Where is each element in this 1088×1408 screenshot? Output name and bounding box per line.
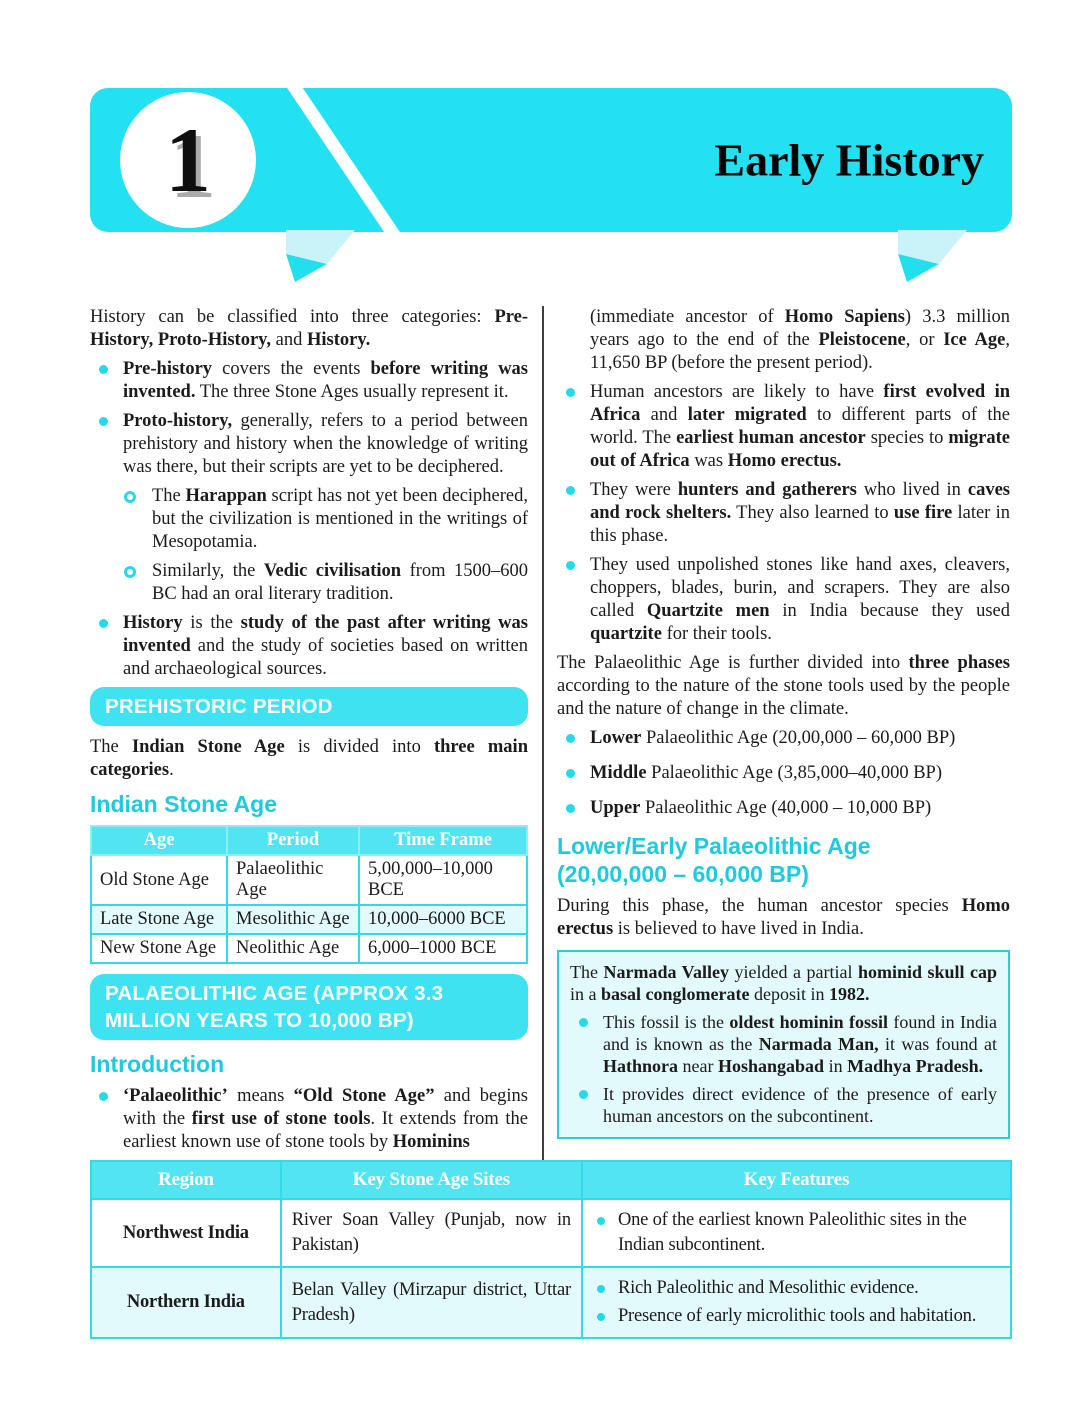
text: and begins with the [123, 1086, 529, 1129]
bold-text: Indian Stone Age [131, 737, 285, 757]
chapter-banner [90, 88, 1012, 232]
right-column [557, 306, 1010, 1160]
table-cell: 10,000–6000 BCE [359, 905, 527, 934]
text: History can be classified into three categories: [90, 307, 495, 327]
bullet-icon [579, 1018, 588, 1027]
features-cell [582, 1267, 1011, 1338]
features-cell [582, 1199, 1011, 1267]
bullet-item [557, 479, 1010, 548]
text: and [640, 405, 688, 425]
sites-cell: River Soan Valley (Punjab, now in Pakistan) [281, 1199, 582, 1267]
text: They also learned to [731, 503, 894, 523]
feature-item [591, 1276, 1002, 1301]
bullet-item [90, 410, 528, 479]
table-row [91, 905, 527, 934]
bold-text: ‘Palaeolithic’ [123, 1086, 228, 1106]
text: found in India and is known as the [603, 1012, 997, 1054]
bold-text: Hominins [392, 1132, 470, 1152]
bold-text: “Old Stone Age” [293, 1086, 435, 1106]
bold-text: three phases [908, 653, 1010, 673]
subsection-heading [90, 790, 528, 818]
text: (immediate ancestor of [590, 307, 785, 327]
bold-text: Harappan [185, 486, 267, 506]
text: from 1500–600 BC had an oral literary tradition. [152, 561, 528, 604]
sub-bullet-icon [124, 491, 136, 503]
text: who lived in [856, 480, 968, 500]
bold-text: Upper [590, 798, 641, 818]
table-cell: Palaeolithic Age [227, 855, 359, 905]
bold-text: Homo erectus. [727, 451, 842, 471]
text: deposit in [749, 984, 829, 1004]
text: They used unpolished stones like hand axes, cleavers, choppers, blades, burin, and scrapers. They are also called [590, 555, 1010, 621]
text: The Palaeolithic Age is further divided into [557, 653, 909, 673]
table-row [91, 1199, 1011, 1267]
bold-text: Hoshangabad [718, 1056, 825, 1076]
text: Palaeolithic Age (40,000 – 10,000 BP) [640, 798, 932, 818]
table-cell: Mesolithic Age [227, 905, 359, 934]
bullet-icon [597, 1217, 605, 1225]
bullet-icon [566, 486, 575, 495]
bold-text: History [123, 613, 183, 633]
feature-text: One of the earliest known Paleolithic sites in the Indian subcontinent. [617, 1210, 967, 1255]
bold-text: before writing was invented. [123, 359, 528, 402]
text: They were [590, 480, 678, 500]
bullet-item [90, 358, 528, 404]
sites-cell: Belan Valley (Mirzapur district, Uttar Pradesh) [281, 1267, 582, 1338]
text: it was found at [878, 1034, 998, 1054]
table-cell: Old Stone Age [91, 855, 227, 905]
bold-text: quartzite [590, 624, 662, 644]
bullet-icon [566, 561, 575, 570]
paragraph [90, 736, 528, 782]
bold-text: basal conglomerate [601, 984, 750, 1004]
bullet-icon [597, 1285, 605, 1293]
paragraph [557, 306, 1010, 375]
table-row [91, 1267, 1011, 1338]
column-header: Key Stone Age Sites [281, 1161, 582, 1199]
bullet-item [90, 1085, 528, 1154]
bold-text: oldest hominin fossil [729, 1012, 889, 1032]
text: according to the nature of the stone tools used by the people and the nature of change in the climate. [557, 676, 1010, 719]
region-cell: Northwest India [91, 1199, 281, 1267]
region-sites-table [90, 1160, 1012, 1339]
bold-text: Quartzite men [646, 601, 770, 621]
bold-text: later migrated [687, 405, 807, 425]
text: and [271, 330, 308, 350]
bold-text: Middle [590, 763, 647, 783]
text: Similarly, the [152, 561, 264, 581]
bold-text: migrate out of Africa [590, 428, 1010, 471]
bullet-item [557, 381, 1010, 473]
bold-text: Proto-history, [123, 411, 233, 431]
heading-line: Lower/Early Palaeolithic Age [557, 833, 871, 859]
section-header-bar: PALAEOLITHIC AGE (APPROX 3.3 MILLION YEARS TO 10,000 BP) [90, 974, 528, 1040]
bold-text: Homo erectus [557, 896, 1010, 939]
column-header: Period [227, 826, 359, 855]
bold-text: Pleistocene [818, 330, 906, 350]
table-cell: 6,000–1000 BCE [359, 934, 527, 963]
left-column [90, 306, 528, 1160]
text: was [689, 451, 728, 471]
heading-line: Introduction [90, 1051, 225, 1077]
bold-text: hominid skull cap [857, 962, 997, 982]
bold-text: study of the past after writing was invented [123, 613, 528, 656]
text: The [152, 486, 186, 506]
feature-text: Rich Paleolithic and Mesolithic evidence. [617, 1278, 919, 1298]
chapter-number-circle [120, 92, 256, 228]
text: in [824, 1056, 848, 1076]
text: and the study of societies based on written and archaeological sources. [123, 636, 528, 679]
feature-item [591, 1208, 1002, 1258]
column-header: Region [91, 1161, 281, 1199]
paragraph [557, 652, 1010, 721]
table-row [91, 934, 527, 963]
text: Palaeolithic Age (3,85,000–40,000 BP) [646, 763, 942, 783]
text: Human ancestors are likely to have [590, 382, 884, 402]
text: covers the events [212, 359, 371, 379]
text: The [90, 737, 132, 757]
bullet-icon [579, 1090, 588, 1099]
heading-line: Indian Stone Age [90, 791, 277, 817]
bullet-icon [566, 388, 575, 397]
column-header: Age [91, 826, 227, 855]
column-header: Time Frame [359, 826, 527, 855]
chapter-title: Early History [714, 134, 984, 186]
bullet-item [557, 727, 1010, 750]
text: ) 3.3 million years ago to the end of the [590, 307, 1010, 350]
bold-text: Hathnora [603, 1056, 679, 1076]
paragraph [90, 306, 528, 352]
region-cell: Northern India [91, 1267, 281, 1338]
banner-diagonal-stripe [277, 88, 411, 232]
chapter-number: 1 [165, 109, 211, 211]
table-cell: Neolithic Age [227, 934, 359, 963]
bullet-item [90, 612, 528, 681]
bold-text: hunters and gatherers [677, 480, 857, 500]
bold-text: caves and rock shelters. [590, 480, 1010, 523]
feature-text: Presence of early microlithic tools and habitation. [617, 1306, 977, 1326]
bullet-item [570, 1011, 997, 1077]
bullet-icon [566, 734, 575, 743]
text: It provides direct evidence of the presence of early human ancestors on the subcontinent. [603, 1084, 997, 1126]
bullet-icon [99, 619, 108, 628]
text: for their tools. [661, 624, 772, 644]
bold-text: earliest human ancestor [676, 428, 866, 448]
text: means [227, 1086, 294, 1106]
bullet-icon [597, 1313, 605, 1321]
feature-item [591, 1304, 1002, 1329]
paragraph [557, 895, 1010, 941]
bold-text: Narmada Valley [603, 962, 729, 982]
table-cell: New Stone Age [91, 934, 227, 963]
text: . It extends from the earliest known use of stone tools by [123, 1109, 528, 1152]
bullet-icon [99, 417, 108, 426]
table-cell: 5,00,000–10,000 BCE [359, 855, 527, 905]
table-cell: Late Stone Age [91, 905, 227, 934]
sub-bullet-item [90, 560, 528, 606]
table-row [91, 855, 527, 905]
text: is believed to have lived in India. [613, 919, 864, 939]
bullet-item [557, 554, 1010, 646]
text: script has not yet been deciphered, but the civilization is mentioned in the writings of Mesopotamia. [152, 486, 528, 552]
sub-bullet-icon [124, 566, 136, 578]
bullet-icon [566, 804, 575, 813]
text: is the [182, 613, 241, 633]
bold-text: Homo Sapiens [784, 307, 905, 327]
bold-text: use fire [893, 503, 953, 523]
text: During this phase, the human ancestor species [557, 896, 962, 916]
bold-text: History. [307, 330, 371, 350]
text: yielded a partial [729, 962, 858, 982]
text: near [678, 1056, 718, 1076]
bullet-icon [99, 1092, 108, 1101]
heading-line: (20,00,000 – 60,000 BP) [557, 861, 809, 887]
text: , or [905, 330, 944, 350]
text: Palaeolithic Age (20,00,000 – 60,000 BP) [641, 728, 956, 748]
subsection-heading [90, 1050, 528, 1078]
bullet-icon [566, 769, 575, 778]
text: to different parts of the world. The [590, 405, 1011, 448]
text: This fossil is the [603, 1012, 730, 1032]
text: in a [570, 984, 601, 1004]
column-header: Key Features [582, 1161, 1011, 1199]
bullet-item [557, 762, 1010, 785]
bold-text: Madhya Pradesh. [847, 1056, 984, 1076]
text: The [570, 962, 604, 982]
column-divider [542, 306, 544, 1160]
bold-text: Ice Age [943, 330, 1006, 350]
body-columns [90, 306, 1012, 1160]
bold-text: 1982. [828, 984, 870, 1004]
banner-ribbon-folds [90, 230, 1012, 290]
text: is divided into [284, 737, 434, 757]
bold-text: Pre-History, Proto-History, [90, 307, 528, 350]
bold-text: Lower [590, 728, 642, 748]
bullet-icon [99, 365, 108, 374]
bullet-item [557, 797, 1010, 820]
bold-text: three main categories [90, 737, 528, 780]
subsection-heading [557, 832, 1010, 888]
narmada-callout-box [557, 950, 1010, 1139]
bold-text: Narmada Man, [758, 1034, 879, 1054]
bold-text: Vedic civilisation [263, 561, 402, 581]
bold-text: Pre-history [123, 359, 213, 379]
bold-text: first use of stone tools [191, 1109, 371, 1129]
text: later in this phase. [590, 503, 1010, 546]
text: . [169, 760, 174, 780]
section-header-bar: PREHISTORIC PERIOD [90, 687, 528, 726]
text: The three Stone Ages usually represent it. [195, 382, 509, 402]
text: generally, refers to a period between prehistory and history when the knowledge of writing was there, but their scripts are yet to be deciphered. [123, 411, 528, 477]
text: in India because they used [769, 601, 1010, 621]
text: , 11,650 BP (before the present period). [590, 330, 1010, 373]
bold-text: first evolved in Africa [590, 382, 1010, 425]
bullet-item [570, 1083, 997, 1127]
text: species to [865, 428, 949, 448]
paragraph [570, 961, 997, 1005]
sub-bullet-item [90, 485, 528, 554]
indian-stone-age-table [90, 825, 528, 964]
